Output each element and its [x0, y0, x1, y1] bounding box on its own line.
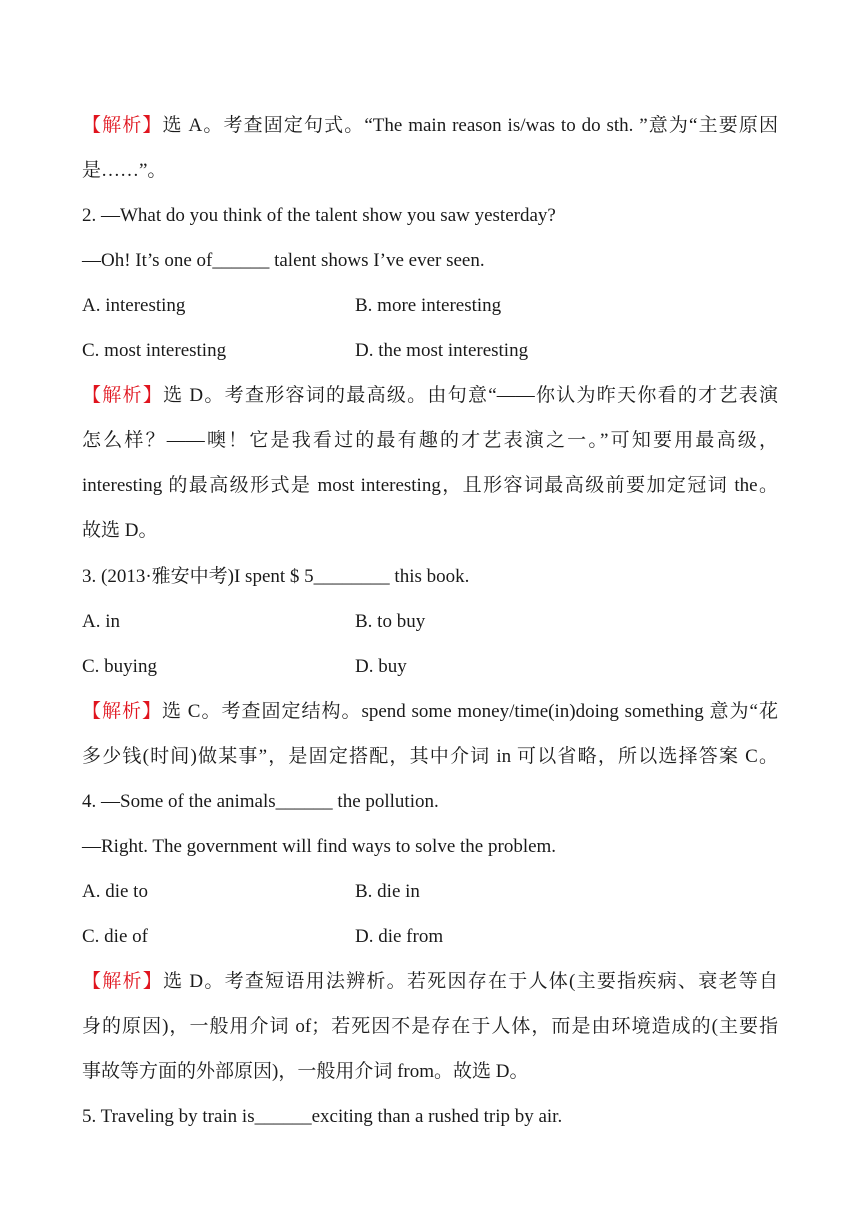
q4-option-b: B. die in — [355, 881, 420, 902]
q2-option-a: A. interesting — [82, 295, 186, 316]
analysis-tag: 【解析】 — [82, 115, 163, 136]
q5-question: 5. Traveling by train is______exciting than a rushed trip by air. — [82, 1106, 563, 1127]
q4-analysis-line-1 — [82, 970, 778, 994]
q2-option-d: D. the most interesting — [355, 340, 529, 361]
q3-option-d: D. buy — [355, 656, 407, 677]
q3-analysis-text-1: 选 C。考查固定结构。spend some money/time(in)doing something 意为“花 — [162, 701, 778, 722]
q4-option-a: A. die to — [82, 881, 148, 902]
q4-analysis-text-1: 选 D。考查短语用法辨析。若死因存在于人体(主要指疾病、衰老等自 — [163, 971, 778, 992]
q2-option-c: C. most interesting — [82, 340, 227, 361]
q4-analysis-line-3: 事故等方面的外部原因)，一般用介词 from。故选 D。 — [82, 1061, 529, 1082]
q4-option-c: C. die of — [82, 926, 148, 947]
q2-analysis-line-3: interesting 的最高级形式是 most interesting，且形容词最高级前要加定冠词 the。 — [82, 475, 778, 496]
q3-option-c: C. buying — [82, 656, 157, 677]
q2-analysis-line-1 — [82, 384, 778, 408]
q1-analysis-line-2: 是……”。 — [82, 160, 167, 181]
q4-question: 4. —Some of the animals______ the pollution. — [82, 791, 439, 812]
q1-analysis-line-1 — [82, 114, 778, 138]
q4-option-d: D. die from — [355, 926, 444, 947]
q1-analysis-text-1: 选 A。考查固定句式。“The main reason is/was to do sth. ”意为“主要原因 — [162, 115, 778, 136]
q4-answer-line: —Right. The government will find ways to solve the problem. — [82, 836, 557, 857]
analysis-tag: 【解析】 — [82, 701, 163, 722]
q2-question: 2. —What do you think of the talent show you saw yesterday? — [82, 205, 556, 226]
q3-analysis-line-2: 多少钱(时间)做某事”，是固定搭配，其中介词 in 可以省略，所以选择答案 C。 — [82, 746, 778, 767]
analysis-tag: 【解析】 — [82, 971, 164, 992]
q2-analysis-text-1: 选 D。考查形容词的最高级。由句意“——你认为昨天你看的才艺表演 — [163, 385, 778, 406]
q2-answer-line: —Oh! It’s one of______ talent shows I’ve ever seen. — [82, 250, 485, 271]
q3-question: 3. (2013·雅安中考)I spent $ 5________ this book. — [82, 566, 470, 587]
q2-option-b: B. more interesting — [355, 295, 502, 316]
q2-analysis-line-4: 故选 D。 — [82, 520, 158, 541]
q2-analysis-line-2: 怎么样？——噢！它是我看过的最有趣的才艺表演之一。”可知要用最高级， — [82, 430, 778, 451]
q4-analysis-line-2: 身的原因)，一般用介词 of；若死因不是存在于人体，而是由环境造成的(主要指 — [82, 1016, 778, 1037]
q3-option-b: B. to buy — [355, 611, 426, 632]
q3-analysis-line-1 — [82, 700, 778, 724]
analysis-tag: 【解析】 — [82, 385, 164, 406]
q3-option-a: A. in — [82, 611, 120, 632]
